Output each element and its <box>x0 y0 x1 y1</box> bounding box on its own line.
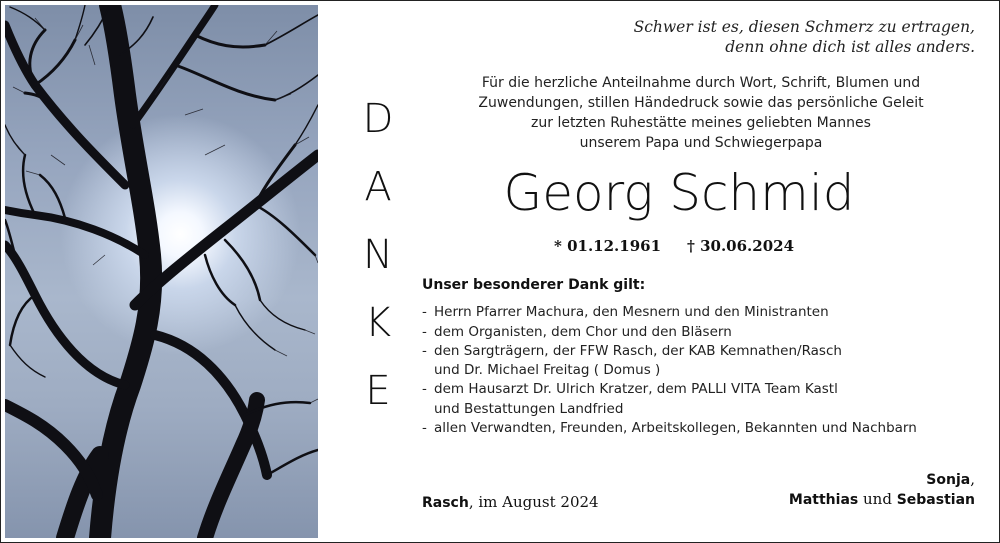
special-thanks-heading: Unser besonderer Dank gilt: <box>422 277 646 293</box>
thanks-line-1: Für die herzliche Anteilnahme durch Wort, Schrift, Blumen und <box>481 75 921 91</box>
danke-letter-d: D <box>362 96 394 142</box>
signature-punctuation: , <box>970 470 975 488</box>
birth-date: * 01.12.1961 <box>554 237 662 255</box>
thanks-item-text: den Sargträgern, der FFW Rasch, der KAB Kemnathen/Rasch <box>434 343 842 359</box>
signature-conjunction: und <box>858 490 897 508</box>
list-bullet: - <box>422 304 427 320</box>
thanks-list-item <box>422 304 829 320</box>
thanks-list-item <box>422 343 842 359</box>
list-bullet: - <box>422 343 427 359</box>
tree-silhouette-image <box>5 5 318 538</box>
signature-line-1 <box>926 470 975 488</box>
thanks-item-text: dem Organisten, dem Chor und den Bläsern <box>434 324 732 340</box>
list-bullet: - <box>422 324 427 340</box>
thanks-item-text: Herrn Pfarrer Machura, den Mesnern und den Ministranten <box>434 304 829 320</box>
thanks-line-3: zur letzten Ruhestätte meines geliebten Mannes <box>531 115 871 131</box>
danke-letter-n: N <box>363 232 393 278</box>
thanks-item-continuation: und Dr. Michael Freitag ( Domus ) <box>434 362 661 378</box>
signature-name: Sebastian <box>896 492 975 508</box>
place-name: Rasch <box>422 495 469 511</box>
signature-line-2 <box>789 490 975 508</box>
tree-photo <box>5 5 318 538</box>
thanks-list-item <box>422 381 838 397</box>
quote-line-2: denn ohne dich ist alles anders. <box>725 38 975 56</box>
date-text: , im August 2024 <box>468 493 599 511</box>
danke-letter-a: A <box>364 164 392 210</box>
thanks-line-4: unserem Papa und Schwiegerpapa <box>579 135 823 151</box>
thanks-item-text: allen Verwandten, Freunden, Arbeitskollegen, Bekannten und Nachbarn <box>434 420 917 436</box>
thanks-list-item <box>422 324 732 340</box>
list-bullet: - <box>422 381 427 397</box>
danke-letter-e: E <box>365 368 391 414</box>
thanks-list-item <box>422 420 917 436</box>
thanks-line-2: Zuwendungen, stillen Händedruck sowie das persönliche Geleit <box>478 95 924 111</box>
thanks-item-continuation: und Bestattungen Landfried <box>434 401 624 417</box>
signature-name: Sonja <box>926 472 971 488</box>
thanks-item-text: dem Hausarzt Dr. Ulrich Kratzer, dem PALLI VITA Team Kastl <box>434 381 838 397</box>
danke-letter-k: K <box>364 300 392 346</box>
list-bullet: - <box>422 420 427 436</box>
signature-name: Matthias <box>788 492 859 508</box>
quote-line-1: Schwer ist es, diesen Schmerz zu ertragen, <box>633 18 975 36</box>
place-and-date <box>422 493 599 511</box>
deceased-name: Georg Schmid <box>503 164 855 222</box>
death-date: † 30.06.2024 <box>687 237 795 255</box>
